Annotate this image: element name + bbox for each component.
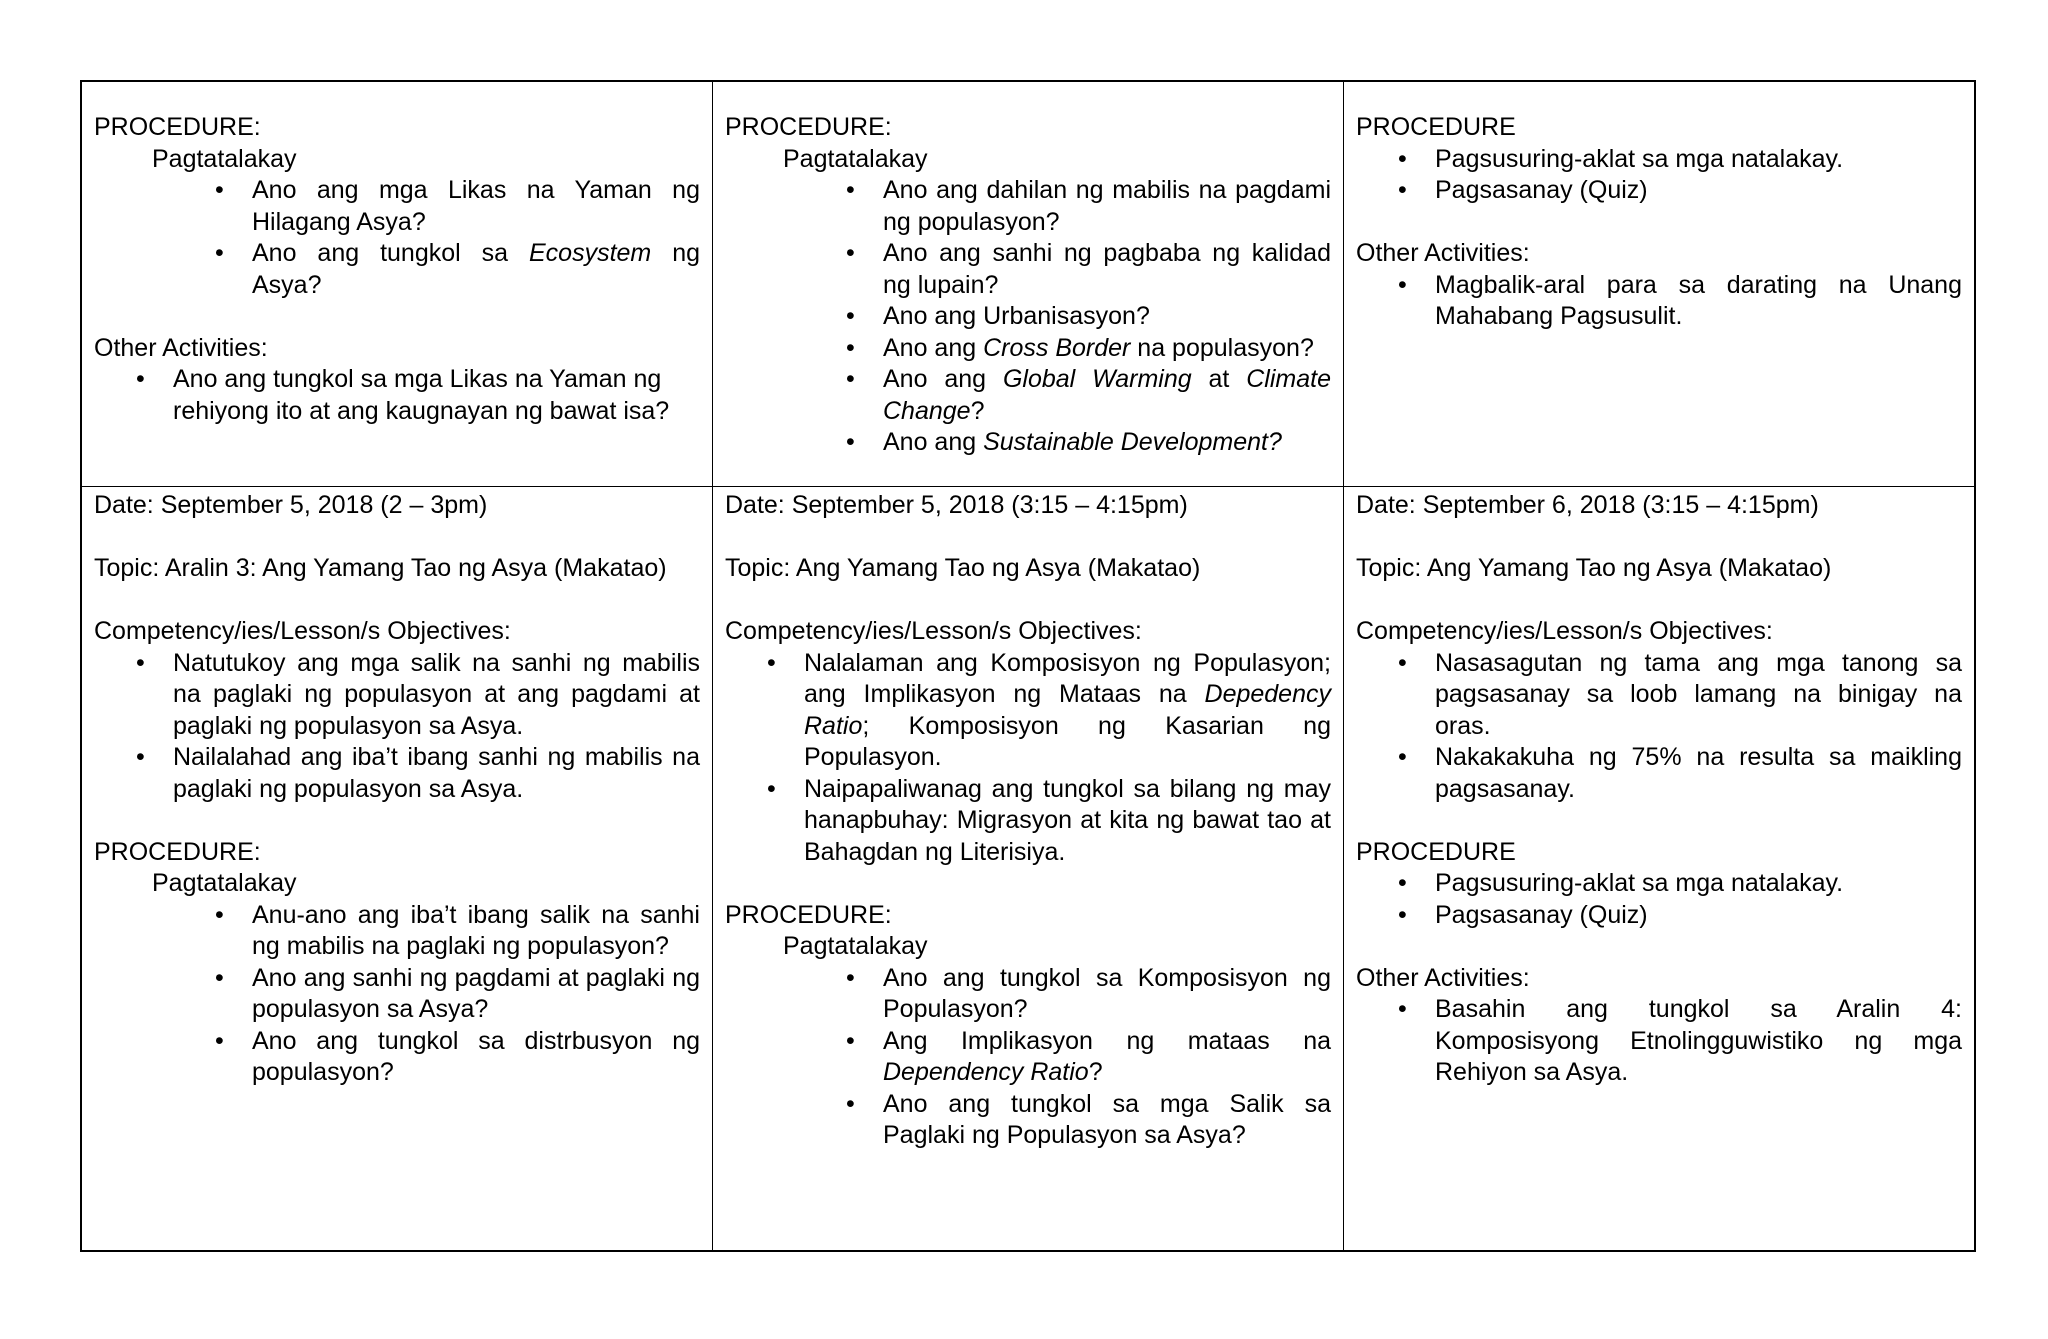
list-item: • Pagsasanay (Quiz)	[1356, 175, 1962, 207]
list-item: • Ano ang sanhi ng pagbaba ng kalidad ng lupain?	[725, 238, 1331, 301]
procedure-heading: PROCEDURE	[1356, 837, 1516, 866]
list-item: • Nasasagutan ng tama ang mga tanong sa pagsasanay sa loob lamang na binigay na oras.	[1356, 648, 1962, 743]
procedure-list	[1356, 144, 1962, 207]
other-activities-heading: Other Activities:	[1356, 239, 1530, 267]
table-row	[82, 82, 1975, 487]
list-item: • Ano ang tungkol sa Ecosystem ng Asya?	[94, 238, 700, 301]
lesson-date: Date: September 5, 2018 (2 – 3pm)	[94, 491, 488, 519]
discussion-label: Pagtatalakay	[152, 869, 297, 897]
list-item: • Pagsusuring-aklat sa mga natalakay.	[1356, 144, 1962, 176]
discussion-label: Pagtatalakay	[152, 144, 297, 173]
list-item: • Ano ang tungkol sa mga Salik sa Paglaki ng Populasyon sa Asya?	[725, 1089, 1331, 1152]
list-item: • Nalalaman ang Komposisyon ng Populasyon; ang Implikasyon ng Mataas na Depedency Ratio; Komposisyon ng Kasarian ng Populasyon.	[725, 648, 1331, 774]
list-item: • Nakakakuha ng 75% na resulta sa maikling pagsasanay.	[1356, 742, 1962, 805]
procedure-heading: PROCEDURE:	[725, 900, 892, 929]
cell-col2-row1	[713, 82, 1344, 487]
list-item: • Ano ang tungkol sa distrbusyon ng populasyon?	[94, 1026, 700, 1089]
procedure-heading: PROCEDURE:	[725, 113, 892, 141]
objectives-heading: Competency/ies/Lesson/s Objectives:	[725, 617, 1142, 645]
objectives-list	[94, 648, 700, 806]
discussion-list	[725, 175, 1331, 459]
list-item: • Ano ang dahilan ng mabilis na pagdami ng populasyon?	[725, 175, 1331, 238]
list-item: • Nailalahad ang iba’t ibang sanhi ng mabilis na paglaki ng populasyon sa Asya.	[94, 742, 700, 805]
list-item: • Ano ang tungkol sa Komposisyon ng Populasyon?	[725, 963, 1331, 1026]
discussion-list	[94, 900, 700, 1089]
list-item: • Ang Implikasyon ng mataas na Dependency Ratio?	[725, 1026, 1331, 1089]
other-activities-list	[1356, 270, 1962, 333]
list-item: • Ano ang tungkol sa mga Likas na Yaman ng rehiyong ito at ang kaugnayan ng bawat isa?	[94, 364, 700, 427]
objectives-list	[725, 648, 1331, 869]
cell-col1-row2	[82, 487, 713, 1251]
procedure-heading: PROCEDURE:	[94, 837, 261, 866]
objectives-heading: Competency/ies/Lesson/s Objectives:	[1356, 617, 1773, 645]
cell-col2-row2	[713, 487, 1344, 1251]
list-item: • Ano ang Global Warming at Climate Change?	[725, 364, 1331, 427]
procedure-heading: PROCEDURE	[1356, 113, 1516, 141]
lesson-plan-table	[80, 80, 1976, 1252]
objectives-list	[1356, 648, 1962, 806]
list-item: • Naipapaliwanag ang tungkol sa bilang ng may hanapbuhay: Migrasyon at kita ng bawat tao at Bahagdan ng Literisiya.	[725, 774, 1331, 869]
procedure-heading: PROCEDURE:	[94, 113, 261, 141]
list-item: • Anu-ano ang iba’t ibang salik na sanhi ng mabilis na paglaki ng populasyon?	[94, 900, 700, 963]
cell-col1-row1	[82, 82, 713, 487]
list-item: • Ano ang mga Likas na Yaman ng Hilagang Asya?	[94, 175, 700, 238]
other-activities-heading: Other Activities:	[1356, 963, 1530, 992]
lesson-topic: Topic: Ang Yamang Tao ng Asya (Makatao)	[725, 554, 1201, 582]
other-activities-list	[94, 364, 700, 427]
lesson-date: Date: September 5, 2018 (3:15 – 4:15pm)	[725, 491, 1188, 519]
discussion-list	[94, 175, 700, 301]
discussion-label: Pagtatalakay	[783, 144, 928, 173]
other-activities-heading: Other Activities:	[94, 333, 268, 362]
list-item: • Ano ang Sustainable Development?	[725, 427, 1331, 459]
lesson-grid	[81, 81, 1975, 1251]
procedure-list	[1356, 868, 1962, 931]
other-activities-list	[1356, 994, 1962, 1089]
list-item: • Pagsasanay (Quiz)	[1356, 900, 1962, 932]
objectives-heading: Competency/ies/Lesson/s Objectives:	[94, 617, 511, 645]
lesson-topic: Topic: Aralin 3: Ang Yamang Tao ng Asya (Makatao)	[94, 554, 667, 582]
list-item: • Basahin ang tungkol sa Aralin 4: Komposisyong Etnolingguwistiko ng mga Rehiyon sa Asya.	[1356, 994, 1962, 1089]
lesson-date: Date: September 6, 2018 (3:15 – 4:15pm)	[1356, 491, 1819, 519]
list-item: • Ano ang Cross Border na populasyon?	[725, 333, 1331, 365]
list-item: • Ano ang sanhi ng pagdami at paglaki ng populasyon sa Asya?	[94, 963, 700, 1026]
discussion-list	[725, 963, 1331, 1152]
cell-col3-row2	[1344, 487, 1975, 1251]
list-item: • Magbalik-aral para sa darating na Unang Mahabang Pagsusulit.	[1356, 270, 1962, 333]
list-item: • Natutukoy ang mga salik na sanhi ng mabilis na paglaki ng populasyon at ang pagdami at paglaki ng populasyon sa Asya.	[94, 648, 700, 743]
list-item: • Ano ang Urbanisasyon?	[725, 301, 1331, 333]
table-row	[82, 487, 1975, 1251]
cell-col3-row1	[1344, 82, 1975, 487]
discussion-label: Pagtatalakay	[783, 932, 928, 960]
list-item: • Pagsusuring-aklat sa mga natalakay.	[1356, 868, 1962, 900]
lesson-topic: Topic: Ang Yamang Tao ng Asya (Makatao)	[1356, 554, 1832, 582]
